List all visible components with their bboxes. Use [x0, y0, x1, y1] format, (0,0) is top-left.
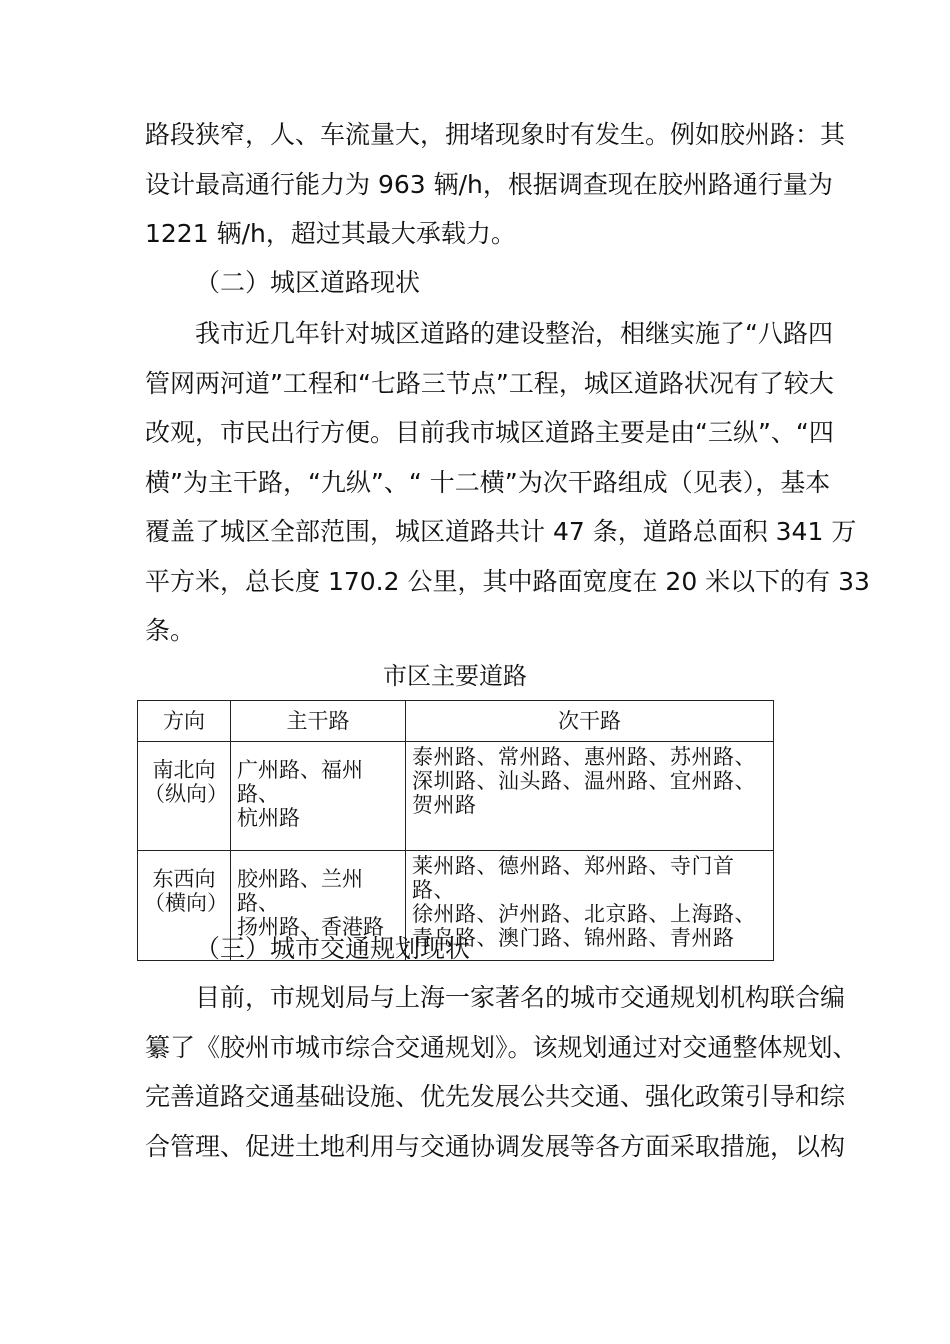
table-caption: 市区主要道路 — [383, 662, 527, 690]
cell-line: 青岛路、澳门路、锦州路、青州路 — [412, 926, 735, 950]
cell-line: 扬州路、香港路 — [237, 915, 384, 939]
cell-line: 贺州路 — [412, 793, 477, 817]
paragraph-congestion — [145, 110, 846, 259]
text-line: 完善道路交通基础设施、优先发展公共交通、强化政策引导和综 — [145, 1082, 846, 1111]
text-line: 1221 辆/h，超过其最大承载力。 — [145, 219, 516, 248]
direction-note: （横向） — [144, 891, 228, 915]
cell-line: 胶州路、兰州路、 — [237, 867, 363, 915]
direction-cell — [138, 742, 231, 851]
text-line: 覆盖了城区全部范围，城区道路共计 47 条，道路总面积 341 万 — [145, 517, 857, 546]
paragraph-road-status — [145, 309, 870, 656]
cell-line: 莱州路、德州路、郑州路、寺门首路、 — [412, 854, 735, 902]
direction-note: （纵向） — [144, 782, 228, 806]
text-line: 横”为主干路，“九纵”、“ 十二横”为次干路组成（见表），基本 — [145, 467, 831, 497]
text-line: 合管理、促进土地利用与交通协调发展等各方面采取措施，以构 — [145, 1131, 846, 1161]
secondary-road-cell — [406, 742, 774, 851]
header-direction: 方向 — [138, 701, 231, 742]
text-line: 改观，市民出行方便。目前我市城区道路主要是由“三纵”、“四 — [145, 418, 834, 447]
text-line: 条。 — [145, 616, 196, 645]
roads-table — [137, 700, 774, 961]
cell-line: 泰州路、常州路、惠州路、苏州路、 — [412, 745, 756, 769]
cell-line: 深圳路、汕头路、温州路、宜州路、 — [412, 769, 756, 793]
section-heading-3: （三）城市交通规划现状 — [195, 934, 471, 963]
header-secondary-road: 次干路 — [406, 701, 774, 742]
table-header-row — [138, 701, 774, 742]
header-main-road: 主干路 — [231, 701, 406, 742]
text-line: 我市近几年针对城区道路的建设整治，相继实施了“八路四 — [195, 319, 833, 348]
section-heading-2: （二）城区道路现状 — [195, 268, 421, 297]
text-line: 纂了《胶州市城市综合交通规划》。该规划通过对交通整体规划、 — [145, 1032, 858, 1062]
main-road-cell — [231, 742, 406, 851]
text-line: 设计最高通行能力为 963 辆/h，根据调查现在胶州路通行量为 — [145, 169, 833, 199]
cell-line: 广州路、福州路、 — [237, 758, 363, 806]
direction-name: 南北向 — [152, 758, 216, 782]
direction-name: 东西向 — [152, 867, 216, 891]
paragraph-traffic-planning — [145, 973, 858, 1171]
cell-line: 杭州路 — [237, 806, 300, 830]
text-line: 目前，市规划局与上海一家著名的城市交通规划机构联合编 — [195, 983, 846, 1012]
table-row — [138, 742, 774, 851]
text-line: 管网两河道”工程和“七路三节点”工程，城区道路状况有了较大 — [145, 368, 834, 398]
text-line: 路段狭窄，人、车流量大，拥堵现象时有发生。例如胶州路：其 — [145, 120, 846, 149]
text-line: 平方米，总长度 170.2 公里，其中路面宽度在 20 米以下的有 33 — [145, 566, 870, 596]
cell-line: 徐州路、泸州路、北京路、上海路、 — [412, 902, 756, 926]
